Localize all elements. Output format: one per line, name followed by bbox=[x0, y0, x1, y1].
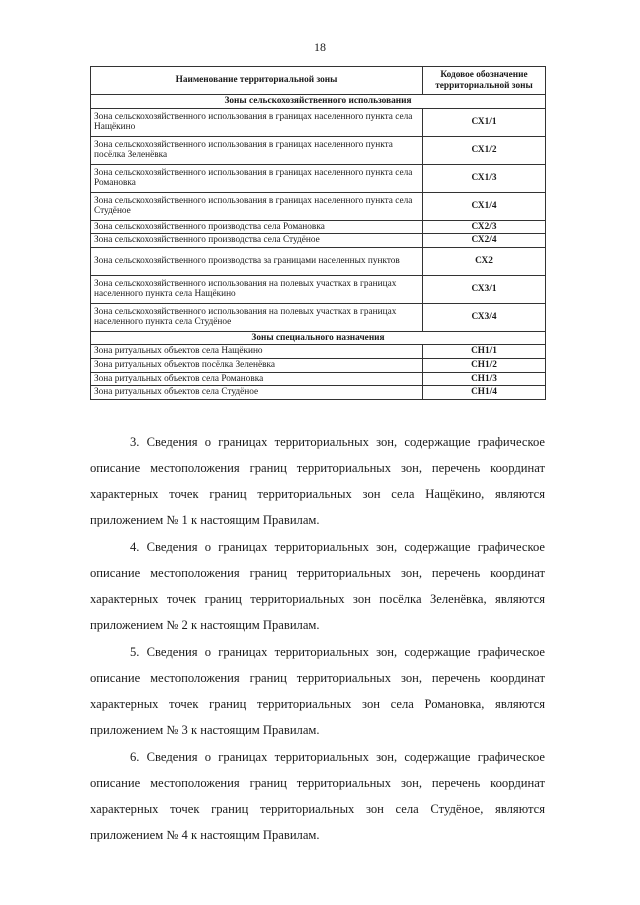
table-row bbox=[91, 345, 546, 359]
zone-code-cell: СХ3/4 bbox=[423, 303, 546, 331]
table-row bbox=[91, 234, 546, 248]
table-header-row bbox=[91, 67, 546, 95]
table-section-row bbox=[91, 95, 546, 109]
zone-name-cell: Зона сельскохозяйственного использования в границах населенного пункта села Романовка bbox=[91, 164, 423, 192]
zone-name-cell: Зона сельскохозяйственного использования в границах населенного пункта села Студёное bbox=[91, 192, 423, 220]
zone-code-cell: СХ1/2 bbox=[423, 136, 546, 164]
zone-name-cell: Зона сельскохозяйственного производства за границами населенных пунктов bbox=[91, 247, 423, 275]
section-title: Зоны специального назначения bbox=[91, 331, 546, 345]
zone-name-cell: Зона сельскохозяйственного использования на полевых участках в границах населенного пункта села Студёное bbox=[91, 303, 423, 331]
table-row bbox=[91, 275, 546, 303]
header-zone-code: Кодовое обозначение территориальной зоны bbox=[423, 67, 546, 95]
zone-code-cell: СХ2/4 bbox=[423, 234, 546, 248]
table-row bbox=[91, 303, 546, 331]
table-row bbox=[91, 108, 546, 136]
zone-code-cell: СН1/2 bbox=[423, 358, 546, 372]
table-row bbox=[91, 136, 546, 164]
section-title: Зоны сельскохозяйственного использования bbox=[91, 95, 546, 109]
zone-code-cell: СН1/1 bbox=[423, 345, 546, 359]
zones-table bbox=[90, 66, 546, 400]
paragraph: 4. Сведения о границах территориальных зон, содержащие графическое описание местоположения границ территориальных зон, перечень координат характерных точек границ территориальных зон посёлка Зеленёвка, являются приложением № 2 к настоящим Правилам. bbox=[90, 540, 545, 632]
paragraph: 5. Сведения о границах территориальных зон, содержащие графическое описание местоположения границ территориальных зон, перечень координат характерных точек границ территориальных зон села Романовка, являются приложением № 3 к настоящим Правилам. bbox=[90, 645, 545, 737]
zone-code-cell: СХ2/3 bbox=[423, 220, 546, 234]
header-zone-name: Наименование территориальной зоны bbox=[91, 67, 423, 95]
table-row bbox=[91, 220, 546, 234]
zone-name-cell: Зона сельскохозяйственного производства села Студёное bbox=[91, 234, 423, 248]
page-number: 18 bbox=[314, 40, 326, 54]
zone-code-cell: СХ2 bbox=[423, 247, 546, 275]
paragraph: 6. Сведения о границах территориальных зон, содержащие графическое описание местоположения границ территориальных зон, перечень координат характерных точек границ территориальных зон села Студёное, являются приложением № 4 к настоящим Правилам. bbox=[90, 750, 545, 842]
table-row bbox=[91, 164, 546, 192]
zone-code-cell: СХ1/1 bbox=[423, 108, 546, 136]
zone-code-cell: СН1/3 bbox=[423, 372, 546, 386]
table-row bbox=[91, 358, 546, 372]
table-row bbox=[91, 192, 546, 220]
zone-name-cell: Зона сельскохозяйственного производства села Романовка bbox=[91, 220, 423, 234]
zone-name-cell: Зона ритуальных объектов села Студёное bbox=[91, 386, 423, 400]
zone-name-cell: Зона ритуальных объектов села Романовка bbox=[91, 372, 423, 386]
zones-table-body bbox=[91, 95, 546, 400]
table-row bbox=[91, 372, 546, 386]
paragraph: 3. Сведения о границах территориальных зон, содержащие графическое описание местоположения границ территориальных зон, перечень координат характерных точек границ территориальных зон села Нащёкино, являются приложением № 1 к настоящим Правилам. bbox=[90, 435, 545, 527]
zone-code-cell: СХ3/1 bbox=[423, 275, 546, 303]
zone-name-cell: Зона сельскохозяйственного использования в границах населенного пункта села Нащёкино bbox=[91, 108, 423, 136]
table-section-row bbox=[91, 331, 546, 345]
zone-name-cell: Зона ритуальных объектов посёлка Зеленёвка bbox=[91, 358, 423, 372]
table-row bbox=[91, 386, 546, 400]
zone-code-cell: СН1/4 bbox=[423, 386, 546, 400]
zone-name-cell: Зона сельскохозяйственного использования в границах населенного пункта посёлка Зеленёвка bbox=[91, 136, 423, 164]
table-row bbox=[91, 247, 546, 275]
zone-name-cell: Зона ритуальных объектов села Нащёкино bbox=[91, 345, 423, 359]
zone-code-cell: СХ1/3 bbox=[423, 164, 546, 192]
zone-code-cell: СХ1/4 bbox=[423, 192, 546, 220]
zone-name-cell: Зона сельскохозяйственного использования на полевых участках в границах населенного пункта села Нащёкино bbox=[91, 275, 423, 303]
body-text bbox=[90, 429, 545, 849]
